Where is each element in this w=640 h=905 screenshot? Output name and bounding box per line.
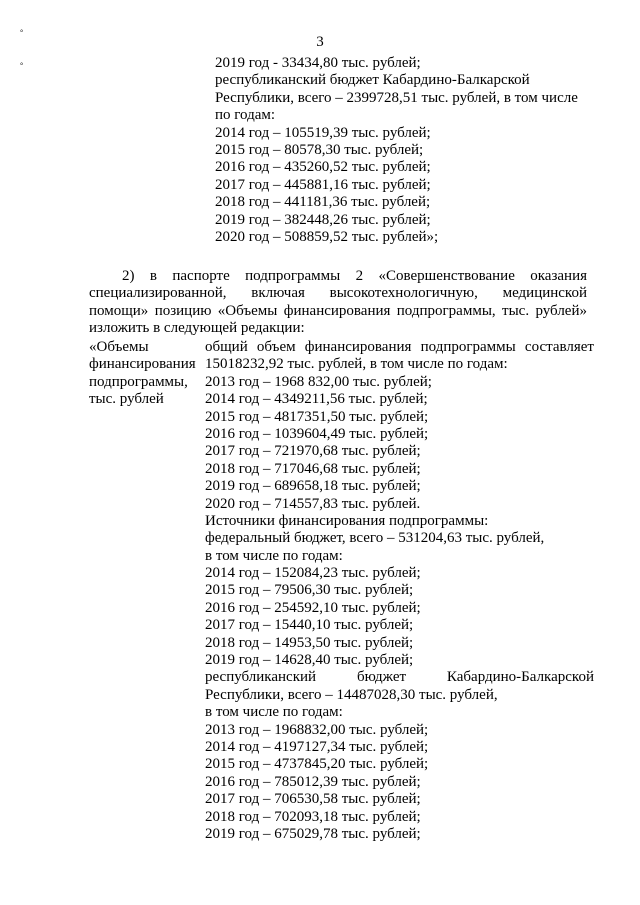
text-line: 2014 год – 4349211,56 тыс. рублей;	[205, 391, 428, 408]
text-line: 2017 год – 15440,10 тыс. рублей;	[205, 617, 414, 634]
text-line: 2013 год – 1968832,00 тыс. рублей;	[205, 721, 429, 738]
text-line: 2016 год – 1039604,49 тыс. рублей;	[205, 425, 429, 442]
text-line: 2015 год – 4817351,50 тыс. рублей;	[205, 408, 429, 425]
text-line: подпрограммы,	[89, 373, 188, 390]
text-line: 2016 год – 254592,10 тыс. рублей;	[205, 599, 421, 616]
text-line: 2015 год – 79506,30 тыс. рублей;	[205, 582, 414, 599]
text-line: федеральный бюджет, всего – 531204,63 тыс. рублей,	[205, 530, 545, 547]
text-line: 2018 год – 14953,50 тыс. рублей;	[205, 634, 414, 651]
text-line: специализированной, включая высокотехнологичную, медицинской	[89, 285, 587, 302]
margin-mark: °	[20, 61, 24, 70]
text-line: 2017 год – 706530,58 тыс. рублей;	[205, 791, 421, 808]
text-line: 2014 год – 152084,23 тыс. рублей;	[205, 565, 421, 582]
text-line: 2015 год – 80578,30 тыс. рублей;	[215, 141, 424, 158]
text-line: Республики, всего – 14487028,30 тыс. рублей,	[205, 686, 498, 703]
text-line: Республики, всего – 2399728,51 тыс. рублей, в том числе	[215, 89, 578, 106]
text-line: 2019 год – 14628,40 тыс. рублей;	[205, 652, 414, 669]
text-line: 2017 год – 721970,68 тыс. рублей;	[205, 443, 421, 460]
text-line: финансирования	[89, 356, 196, 373]
text-line: «Объемы	[89, 339, 149, 355]
text-line: 2019 год - 33434,80 тыс. рублей;	[215, 55, 421, 71]
paragraph-2	[89, 268, 587, 338]
text-line: 2018 год – 702093,18 тыс. рублей;	[205, 808, 421, 825]
passport-position-value	[205, 339, 594, 843]
text-line: 2020 год – 714557,83 тыс. рублей.	[205, 495, 421, 512]
top-funding-list	[215, 55, 578, 246]
margin-mark: °	[20, 28, 24, 37]
text-line: помощи» позицию «Объемы финансирования подпрограммы, тыс. рублей»	[89, 302, 587, 319]
text-line: 2019 год – 689658,18 тыс. рублей;	[205, 478, 421, 495]
text-line: Источники финансирования подпрограммы:	[205, 512, 489, 529]
text-line: 2016 год – 785012,39 тыс. рублей;	[205, 773, 421, 790]
text-line: 2013 год – 1968 832,00 тыс. рублей;	[205, 373, 432, 390]
text-line: 2016 год – 435260,52 тыс. рублей;	[215, 159, 431, 176]
text-line: 2) в паспорте подпрограммы 2 «Совершенствование оказания	[122, 268, 587, 284]
text-line: 2015 год – 4737845,20 тыс. рублей;	[205, 756, 429, 773]
text-line: в том числе по годам:	[205, 704, 343, 721]
page-number: 3	[316, 34, 324, 50]
text-line: 2018 год – 441181,36 тыс. рублей;	[215, 194, 431, 211]
text-line: общий объем финансирования подпрограммы составляет	[205, 339, 594, 355]
text-line: 2019 год – 382448,26 тыс. рублей;	[215, 211, 431, 228]
passport-position-label	[89, 339, 204, 409]
text-line: в том числе по годам:	[205, 547, 343, 564]
text-line: 2014 год – 105519,39 тыс. рублей;	[215, 124, 431, 141]
text-line: 2018 год – 717046,68 тыс. рублей;	[205, 460, 421, 477]
text-line: 2020 год – 508859,52 тыс. рублей»;	[215, 228, 439, 245]
text-line: 15018232,92 тыс. рублей, в том числе по годам:	[205, 356, 508, 373]
text-line: республиканский бюджет Кабардино-Балкарской	[215, 72, 530, 89]
text-line: 2017 год – 445881,16 тыс. рублей;	[215, 176, 431, 193]
text-line: тыс. рублей	[89, 391, 164, 408]
text-line: республиканский бюджет Кабардино-Балкарской	[205, 669, 594, 686]
text-line: 2019 год – 675029,78 тыс. рублей;	[205, 825, 421, 842]
text-line: по годам:	[215, 107, 276, 124]
text-line: изложить в следующей редакции:	[89, 320, 305, 337]
text-line: 2014 год – 4197127,34 тыс. рублей;	[205, 738, 429, 755]
